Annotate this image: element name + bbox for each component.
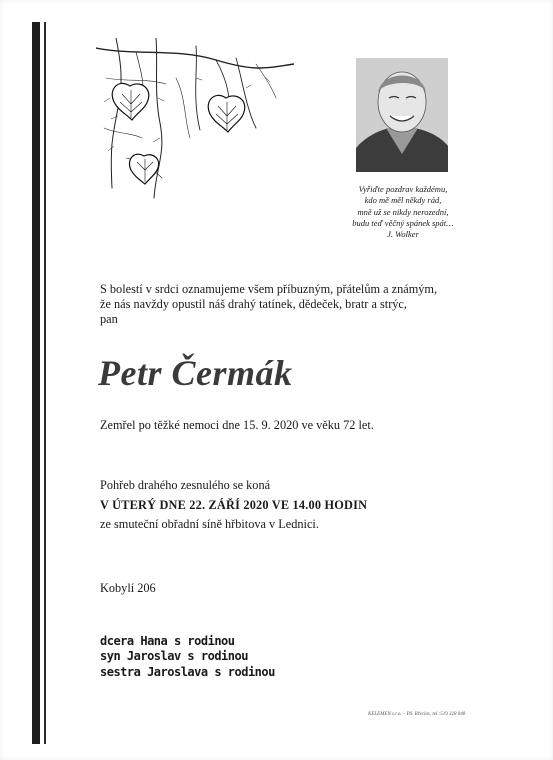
announcement-intro (100, 282, 437, 328)
deceased-name: Petr Čermák (98, 353, 293, 393)
mourners-list (100, 634, 275, 680)
poem-author: J. Wolker (387, 229, 419, 240)
mourner-line: syn Jaroslav s rodinou (100, 649, 248, 664)
funeral-info (100, 476, 367, 535)
poem-quote (338, 184, 468, 240)
poem-line: mně už se nikdy nerozední, (357, 206, 449, 217)
intro-line: pan (100, 312, 118, 327)
portrait-photo (356, 58, 448, 172)
funeral-datetime: V ÚTERÝ DNE 22. ZÁŘÍ 2020 VE 14.00 HODIN (100, 497, 368, 512)
mourner-line: dcera Hana s rodinou (100, 634, 235, 648)
printer-imprint: KELEMEN s.r.o. – PS. Břeclav, tel.:519 328 048 (368, 712, 466, 717)
poem-line: kdo mě měl někdy rád, (364, 195, 442, 206)
poem-line: budu teď věčný spánek spát… (352, 217, 454, 228)
death-info: Zemřel po těžké nemoci dne 15. 9. 2020 ve věku 72 let. (100, 418, 374, 432)
address: Kobylí 206 (100, 581, 156, 595)
poem-line: Vyřiďte pozdrav každému, (358, 184, 448, 194)
intro-line: S bolestí v srdci oznamujeme všem příbuzným, přátelům a známým, (100, 282, 438, 296)
mourner-line: sestra Jaroslava s rodinou (100, 664, 275, 679)
funeral-intro: Pohřeb drahého zesnulého se koná (100, 478, 271, 492)
mourning-band-thin (44, 22, 46, 744)
birch-branch-illustration (96, 38, 294, 200)
intro-line: že nás navždy opustil náš drahý tatínek, dědeček, bratr a strýc, (100, 297, 407, 312)
mourning-band-thick (32, 22, 40, 744)
funeral-place: ze smuteční obřadní síně hřbitova v Lednici. (100, 517, 319, 531)
